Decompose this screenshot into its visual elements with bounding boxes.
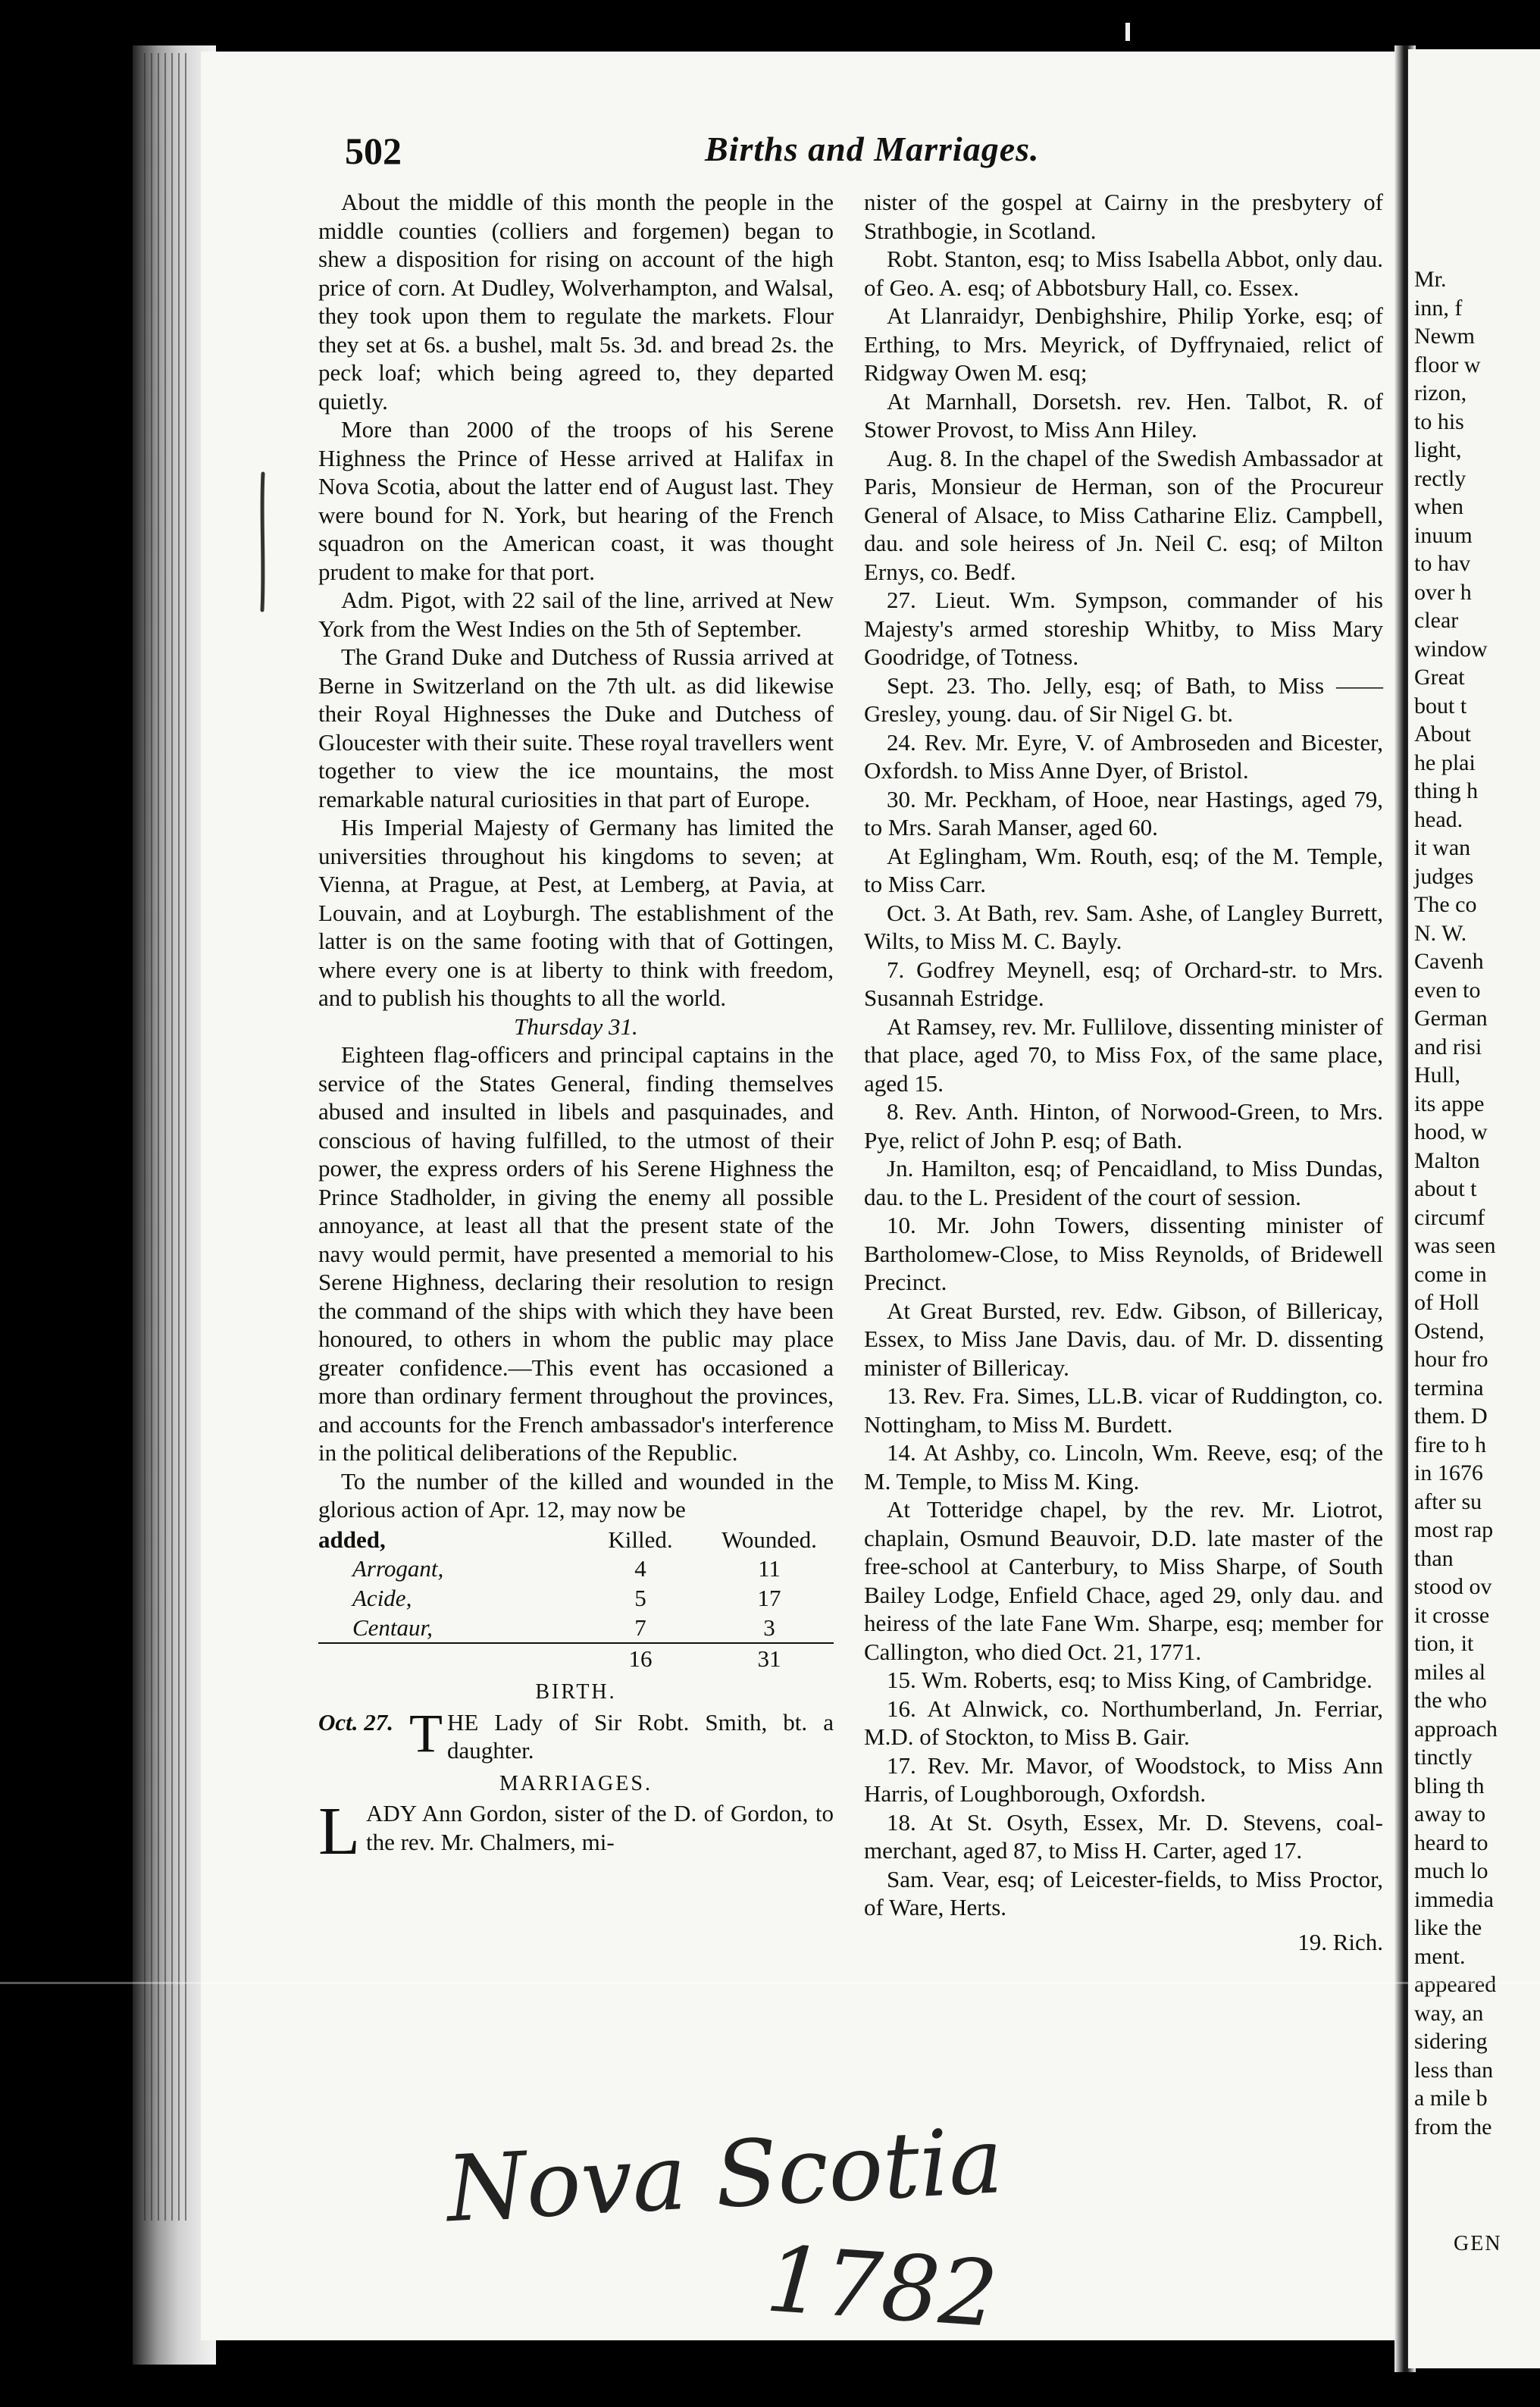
facing-page-line: come in bbox=[1414, 1261, 1487, 1287]
facing-page-line: approach bbox=[1414, 1716, 1498, 1742]
killed-count: 5 bbox=[634, 1585, 646, 1611]
marriage-entry: Sept. 23. Tho. Jelly, esq; of Bath, to Miss —— Gresley, young. dau. of Sir Nigel G. bt. bbox=[864, 671, 1383, 727]
facing-page-line: about t bbox=[1414, 1176, 1477, 1201]
margin-pencil-mark bbox=[258, 470, 268, 614]
marriage-entry: At Totteridge chapel, by the rev. Mr. Liotrot, chaplain, Osmund Beauvoir, D.D. late master of the free-school at Canterbury, to Miss Sharpe, of South Bailey Lodge, Enfield Chace, aged 29, only dau. and heiress of the late Fane Wm. Sharpe, esq; member for Callington, who died Oct. 21, 1771. bbox=[864, 1496, 1383, 1665]
facing-page-line: them. D bbox=[1414, 1404, 1488, 1429]
marriage-entry: At Marnhall, Dorsetsh. rev. Hen. Talbot, R. of Stower Provost, to Miss Ann Hiley. bbox=[864, 387, 1383, 443]
facing-page-line: much lo bbox=[1414, 1858, 1488, 1883]
column-header: Wounded. bbox=[721, 1526, 817, 1553]
facing-page-line: inuum bbox=[1414, 522, 1473, 548]
facing-page-line: was seen bbox=[1414, 1233, 1496, 1258]
marriage-list bbox=[864, 188, 1383, 1922]
marriage-entry: 18. At St. Osyth, Essex, Mr. D. Stevens, coal-merchant, aged 87, to Miss H. Carter, aged 17. bbox=[864, 1808, 1383, 1864]
birth-date: Oct. 27. bbox=[318, 1708, 394, 1736]
marriage-text: ADY Ann Gordon, sister of the D. of Gordon, to the rev. Mr. Chalmers, mi- bbox=[365, 1800, 834, 1855]
marriage-entry: nister of the gospel at Cairny in the presbytery of Strathbogie, in Scotland. bbox=[864, 189, 1383, 244]
running-head bbox=[345, 129, 1391, 189]
facing-page-line: and risi bbox=[1414, 1034, 1482, 1060]
facing-page-line: immedia bbox=[1414, 1886, 1494, 1912]
marriage-entry: 17. Rev. Mr. Mavor, of Woodstock, to Miss Ann Harris, of Loughborough, Oxfordsh. bbox=[864, 1751, 1383, 1807]
article-paragraph: Eighteen flag-officers and principal captains in the service of the States General, finding themselves abused and insulted in libels and pasquinades, and conscious of having fulfilled, to the utmost of their power, the express orders of his Serene Highness the Prince Stadholder, in giving the enemy all possible annoyance, at least all that the present state of the navy would permit, have presented a memorial to his Serene Highness, declaring their resolution to resign the command of the ships with which they have been honoured, to others in whom the public may place greater confidence.—This event has occasioned a more than ordinary ferment throughout the provinces, and accounts for the French ambassador's interference in the political deliberations of the Republic. bbox=[318, 1041, 834, 1466]
marriage-entry: Aug. 8. In the chapel of the Swedish Ambassador at Paris, Monsieur de Herman, son of the Procureur General of Alsace, to Miss Catharine Eliz. Campbell, dau. and sole heiress of Jn. Neil C. esq; of Milton Ernys, co. Bedf. bbox=[864, 444, 1383, 585]
page-number: 502 bbox=[345, 130, 402, 172]
facing-page-line: away to bbox=[1414, 1801, 1486, 1826]
facing-page-line: Newm bbox=[1414, 324, 1475, 349]
facing-page-line: from the bbox=[1414, 2114, 1492, 2139]
facing-page-line: way, an bbox=[1414, 2000, 1484, 2026]
birth-entry bbox=[318, 1702, 834, 1765]
wounded-total: 31 bbox=[705, 1643, 834, 1673]
facing-page-line: even to bbox=[1414, 977, 1481, 1003]
facing-page-line: the who bbox=[1414, 1688, 1487, 1713]
marriage-entry: 13. Rev. Fra. Simes, LL.B. vicar of Ruddington, co. Nottingham, to Miss M. Burdett. bbox=[864, 1382, 1383, 1438]
marriage-entry: 16. At Alnwick, co. Northumberland, Jn. Ferriar, M.D. of Stockton, to Miss B. Gair. bbox=[864, 1695, 1383, 1750]
article-paragraph: About the middle of this month the people in the middle counties (colliers and forgemen) began to shew a disposition for rising on account of the high price of corn. At Dudley, Wolverhampton, and Walsal, they took upon them to regulate the markets. Flour they set at 6s. a bushel, malt 5s. 3d. and bread 2s. the peck loaf; which being agreed to, they departed quietly. bbox=[318, 189, 834, 415]
marriage-entry: Sam. Vear, esq; of Leicester-fields, to Miss Proctor, of Ware, Herts. bbox=[864, 1865, 1383, 1920]
facing-page-line: over h bbox=[1414, 579, 1472, 605]
dateline: Thursday 31. bbox=[514, 1013, 638, 1040]
facing-page-line: Malton bbox=[1414, 1147, 1480, 1173]
left-column bbox=[318, 188, 834, 1869]
facing-page-line: hour fro bbox=[1414, 1347, 1488, 1372]
marriage-entry: Robt. Stanton, esq; to Miss Isabella Abbot, only dau. of Geo. A. esq; of Abbotsbury Hall, co. Essex. bbox=[864, 246, 1383, 301]
facing-page-line: Mr. bbox=[1414, 267, 1447, 292]
facing-page-line: like the bbox=[1414, 1915, 1482, 1940]
facing-page-line: head. bbox=[1414, 806, 1463, 832]
facing-page-line: judges bbox=[1414, 863, 1474, 889]
article-paragraph: To the number of the killed and wounded in the glorious action of Apr. 12, may now be bbox=[318, 1467, 834, 1523]
facing-page-line: German bbox=[1414, 1006, 1488, 1031]
binding-page-edges bbox=[144, 53, 189, 2221]
marriage-entry: Oct. 3. At Bath, rev. Sam. Ashe, of Langley Burrett, Wilts, to Miss M. C. Bayly. bbox=[864, 899, 1383, 954]
facing-page-line: bling th bbox=[1414, 1773, 1485, 1798]
facing-page-line: a mile b bbox=[1414, 2086, 1488, 2111]
facing-page-line: floor w bbox=[1414, 352, 1481, 377]
table-row bbox=[318, 1583, 834, 1613]
wounded-count: 3 bbox=[763, 1614, 775, 1641]
marriage-entry: 7. Godfrey Meynell, esq; of Orchard-str. to Mrs. Susannah Estridge. bbox=[864, 956, 1383, 1011]
facing-page-line: About bbox=[1414, 721, 1471, 747]
drop-cap: T bbox=[409, 1702, 443, 1764]
right-column bbox=[864, 188, 1383, 1956]
marriage-entry: At Great Bursted, rev. Edw. Gibson, of Billericay, Essex, to Miss Jane Davis, dau. of Mr. D. dissenting minister of Billericay. bbox=[864, 1297, 1383, 1381]
marriage-entry: At Eglingham, Wm. Routh, esq; of the M. Temple, to Miss Carr. bbox=[864, 842, 1383, 897]
marriage-entry: 30. Mr. Peckham, of Hooe, near Hastings, aged 79, to Mrs. Sarah Manser, aged 60. bbox=[864, 785, 1383, 840]
facing-page-line: tinctly bbox=[1414, 1745, 1473, 1770]
killed-total: 16 bbox=[576, 1643, 705, 1673]
killed-count: 4 bbox=[634, 1555, 646, 1582]
marriage-entry bbox=[318, 1794, 834, 1869]
marriage-entry: 15. Wm. Roberts, esq; to Miss King, of Cambridge. bbox=[887, 1667, 1373, 1693]
birth-heading: BIRTH. bbox=[535, 1680, 617, 1704]
facing-page-line: inn, f bbox=[1414, 295, 1463, 321]
marriage-entry: At Ramsey, rev. Mr. Fullilove, dissenting minister of that place, aged 70, to Miss Fox, of the same place, aged 15. bbox=[864, 1013, 1383, 1097]
marriage-entry: 14. At Ashby, co. Lincoln, Wm. Reeve, esq; of the M. Temple, to Miss M. King. bbox=[864, 1439, 1383, 1495]
facing-page-line: termina bbox=[1414, 1375, 1484, 1401]
facing-page-text bbox=[1414, 265, 1540, 2141]
article-paragraph: Adm. Pigot, with 22 sail of the line, arrived at New York from the West Indies on the 5th of September. bbox=[318, 587, 834, 642]
facing-page-line: of Holl bbox=[1414, 1290, 1479, 1315]
marriage-entry: At Llanraidyr, Denbighshire, Philip Yorke, esq; of Erthing, to Mrs. Meyrick, of Dyffrynaied, relict of Ridgway Owen M. esq; bbox=[864, 302, 1383, 386]
facing-page-line: it wan bbox=[1414, 835, 1471, 860]
marriage-entry: 8. Rev. Anth. Hinton, of Norwood-Green, to Mrs. Pye, relict of John P. esq; of Bath. bbox=[864, 1098, 1383, 1153]
facing-page-footer: GEN bbox=[1454, 2232, 1502, 2255]
facing-page-line: bout t bbox=[1414, 693, 1467, 718]
facing-page-line: when bbox=[1414, 494, 1463, 519]
marriage-entry: 10. Mr. John Towers, dissenting minister of Bartholomew-Close, to Miss Reynolds, of Bridewell Precinct. bbox=[864, 1212, 1383, 1295]
facing-page-line: rectly bbox=[1414, 465, 1466, 491]
scan-mark bbox=[1125, 23, 1130, 41]
facing-page-line: clear bbox=[1414, 608, 1459, 633]
facing-page-line: than bbox=[1414, 1545, 1454, 1571]
facing-page-line: light, bbox=[1414, 437, 1462, 462]
facing-page-line: most rap bbox=[1414, 1517, 1494, 1542]
casualties-lead: added, bbox=[318, 1526, 386, 1553]
facing-page-line: its appe bbox=[1414, 1091, 1485, 1116]
facing-page-line: tion, it bbox=[1414, 1631, 1474, 1656]
scan-artifact-line bbox=[0, 1982, 1540, 1984]
facing-page-line: stood ov bbox=[1414, 1574, 1492, 1599]
facing-page-line: he plai bbox=[1414, 750, 1476, 775]
birth-text: HE Lady of Sir Robt. Smith, bt. a daughter. bbox=[446, 1708, 834, 1764]
ship-name: Acide, bbox=[352, 1585, 412, 1611]
catchword: 19. Rich. bbox=[1297, 1928, 1383, 1955]
marriage-entry: 24. Rev. Mr. Eyre, V. of Ambroseden and Bicester, Oxfordsh. to Miss Anne Dyer, of Bristol. bbox=[864, 728, 1383, 784]
facing-page-line: fire to h bbox=[1414, 1432, 1486, 1457]
column-header: Killed. bbox=[608, 1526, 673, 1553]
facing-page-line: miles al bbox=[1414, 1659, 1486, 1685]
wounded-count: 11 bbox=[758, 1555, 781, 1582]
facing-page-line: in 1676 bbox=[1414, 1460, 1483, 1485]
facing-page-line: appeared bbox=[1414, 1972, 1497, 1997]
wounded-count: 17 bbox=[757, 1585, 781, 1611]
article-paragraph: His Imperial Majesty of Germany has limited the universities throughout his kingdoms to seven; at Vienna, at Prague, at Pest, at Lemberg, at Pavia, at Louvain, and at Loyburgh. The establishment of the latter is on the same footing with that of Gottingen, where every one is at liberty to think with freedom, and to publish his thoughts to all the world. bbox=[318, 814, 834, 1011]
annotation-line-2: 1782 bbox=[762, 2227, 1001, 2349]
facing-page-line: it crosse bbox=[1414, 1602, 1490, 1628]
table-row bbox=[318, 1554, 834, 1583]
facing-page-line: window bbox=[1414, 636, 1488, 662]
drop-cap: L bbox=[318, 1794, 360, 1869]
killed-count: 7 bbox=[634, 1614, 646, 1641]
annotation-line-1: Nova Scotia bbox=[443, 2108, 1006, 2243]
facing-page-line: Ostend, bbox=[1414, 1318, 1485, 1344]
facing-page bbox=[1408, 49, 1540, 2368]
facing-page-line: less than bbox=[1414, 2057, 1494, 2083]
facing-page-line: Hull, bbox=[1414, 1063, 1460, 1088]
facing-page-line: N. W. bbox=[1414, 920, 1467, 946]
article-paragraph: The Grand Duke and Dutchess of Russia arrived at Berne in Switzerland on the 7th ult. as did likewise their Royal Highnesses the Duke and Dutchess of Gloucester with their suite. These royal travellers went together to view the ice mountains, the most remarkable natural curiosities in that part of Europe. bbox=[318, 643, 834, 812]
facing-page-line: ment. bbox=[1414, 1943, 1466, 1969]
marriage-entry: Jn. Hamilton, esq; of Pencaidland, to Miss Dundas, dau. to the L. President of the court of session. bbox=[864, 1155, 1383, 1210]
running-title: Births and Marriages. bbox=[705, 130, 1040, 168]
facing-page-line: hood, w bbox=[1414, 1119, 1488, 1144]
facing-page-line: thing h bbox=[1414, 778, 1479, 803]
table-row bbox=[318, 1613, 834, 1643]
marriage-entry: 27. Lieut. Wm. Sympson, commander of his Majesty's armed storeship Whitby, to Miss Mary Goodridge, of Totness. bbox=[864, 587, 1383, 670]
facing-page-line: to hav bbox=[1414, 551, 1471, 576]
casualties-table bbox=[318, 1526, 834, 1674]
ship-name: Centaur, bbox=[352, 1614, 433, 1641]
facing-page-line: Cavenh bbox=[1414, 949, 1484, 974]
totals-row bbox=[318, 1643, 834, 1673]
facing-page-line: sidering bbox=[1414, 2029, 1488, 2054]
facing-page-line: rizon, bbox=[1414, 380, 1467, 405]
facing-page-line: Great bbox=[1414, 665, 1465, 690]
facing-page-line: heard to bbox=[1414, 1830, 1488, 1855]
marriages-heading: MARRIAGES. bbox=[499, 1771, 653, 1795]
ship-name: Arrogant, bbox=[352, 1555, 444, 1582]
facing-page-line: to his bbox=[1414, 408, 1464, 434]
handwritten-annotation bbox=[440, 2077, 1122, 2349]
facing-page-line: circumf bbox=[1414, 1204, 1485, 1230]
facing-page-line: The co bbox=[1414, 892, 1477, 917]
article-paragraph: More than 2000 of the troops of his Serene Highness the Prince of Hesse arrived at Halifax in Nova Scotia, about the latter end of August last. They were bound for N. York, but hearing of the French squadron on the American coast, it was thought prudent to make for that port. bbox=[318, 416, 834, 585]
facing-page-line: after su bbox=[1414, 1488, 1482, 1514]
